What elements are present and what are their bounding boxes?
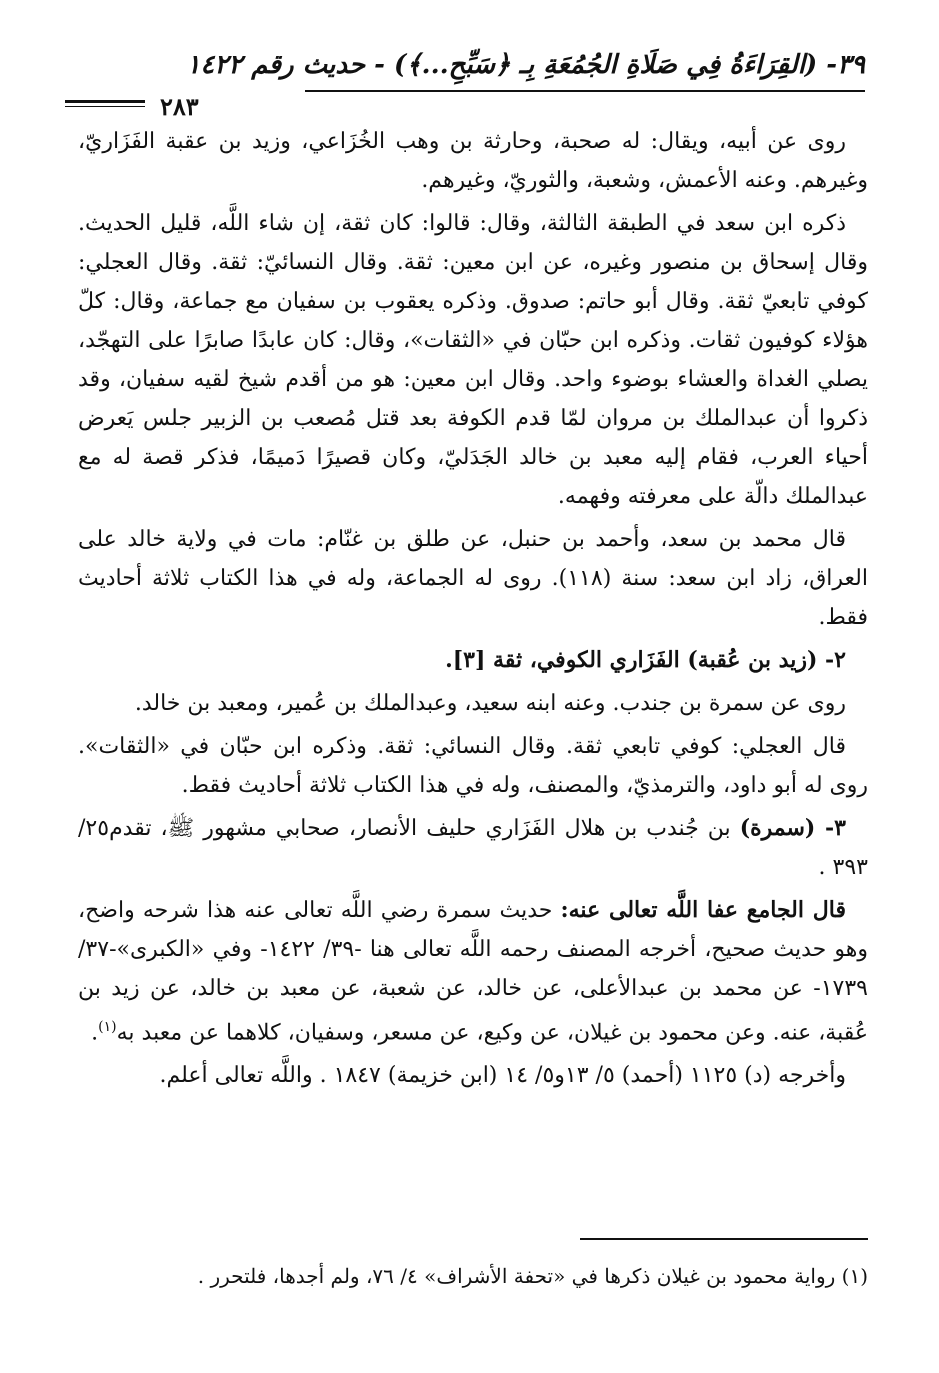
narrator-text: بن جُندب بن هلال الفَزَاري حليف الأنصار، صحابي مشهور ﷺ، تقدم٢٥/ ٣٩٣ . — [78, 816, 868, 880]
paragraph: قال العجلي: كوفي تابعي ثقة. وقال النسائي: ثقة. وذكره ابن حبّان في «الثقات». روى له أبو داود، والترمذيّ، والمصنف، وله في هذا الكتاب ثلاثة أحاديث فقط. — [78, 734, 868, 798]
paragraph: ذكره ابن سعد في الطبقة الثالثة، وقال: قالوا: كان ثقة، إن شاء اللَّه، قليل الحديث. وقال إسحاق بن منصور وغيره، عن ابن معين: ثقة. وقال النسائيّ: ثقة. وقال العجلي: كوفي تابعيّ ثقة. وقال أبو حاتم: صدوق. وذكره يعقوب بن سفيان مع جماعة، وقال: كلّ هؤلاء كوفيون ثقات. وذكره ابن حبّان في «الثقات»، وقال: كان عابدًا صابرًا على التهجّد، يصلي الغداة والعشاء بوضوء واحد. وقال ابن معين: هو من أقدم شيخ لقيه سفيان، وقد ذكروا أن عبدالملك بن مروان لمّا قدم الكوفة بعد قتل مُصعب بن الزبير جلس يَعرض أحياء العرب، فقام إليه معبد بن خالد الجَدَليّ، وكان قصيرًا دَميمًا، فذكر قصة له مع عبدالملك دالّة على معرفته وفهمه. — [78, 211, 868, 509]
conclusion-paragraph — [78, 891, 868, 1052]
conclusion-text: حديث سمرة رضي اللَّه تعالى عنه هذا شرحه واضح، وهو حديث صحيح، أخرجه المصنف رحمه اللَّه تعالى هنا -٣٩/ ١٤٢٢- وفي «الكبرى»-٣٧/ ١٧٣٩- عن محمد بن عبدالأعلى، عن خالد، عن شعبة، عن معبد بن خالد، عن زيد بن عُقبة، عنه. وعن محمود بن غيلان، عن وكيع، عن مسعر، وسفيان، كلاهما عن معبد به — [78, 898, 869, 1046]
paragraph: روى عن سمرة بن جندب. وعنه ابنه سعيد، وعبدالملك بن عُمير، ومعبد بن خالد. — [134, 691, 846, 716]
paragraph: روى عن أبيه، ويقال: له صحبة، وحارثة بن وهب الخُزَاعي، وزيد بن عقبة الفَزَاريّ، وغيرهم. وعنه الأعمش، وشعبة، والثوريّ، وغيرهم. — [78, 129, 868, 193]
narrator-heading-2: ٢- (زيد بن عُقبة) الفَزَاري الكوفي، ثقة [٣]. — [445, 647, 846, 673]
footnote: (١) رواية محمود بن غيلان ذكرها في «تحفة الأشراف» ٤/ ٧٦، ولم أجدها، فلتحرر . — [197, 1264, 868, 1288]
page-number-rule — [65, 100, 145, 107]
narrator-name: ٣- (سمرة) — [739, 815, 846, 841]
page-number: ٢٨٣ — [160, 92, 199, 121]
body-text — [78, 122, 868, 1099]
footnote-rule — [580, 1238, 868, 1240]
paragraph: وأخرجه (د) ١١٢٥ (أحمد) ٥/ ١٣و٥/ ١٤ (ابن خزيمة) ١٨٤٧ . واللَّه تعالى أعلم. — [159, 1063, 846, 1089]
conclusion-end: . — [91, 1020, 99, 1046]
header-rule — [305, 90, 865, 92]
narrator-entry-3 — [78, 809, 868, 887]
footnote-marker: (١) — [98, 1019, 117, 1035]
running-header — [65, 50, 865, 121]
conclusion-lead: قال الجامع عفا اللَّه تعالى عنه: — [560, 897, 846, 923]
paragraph: قال محمد بن سعد، وأحمد بن حنبل، عن طلق بن غنّام: مات في ولاية خالد على العراق، زاد ابن سعد: سنة (١١٨). روى له الجماعة، وله في هذا الكتاب ثلاثة أحاديث فقط. — [78, 527, 868, 630]
header-title: ٣٩- (القِرَاءَةُ فِي صَلَاةِ الجُمُعَةِ بِـ ﴿سَبِّحِ...﴾) - حديث رقم ١٤٢٢ — [186, 50, 865, 80]
